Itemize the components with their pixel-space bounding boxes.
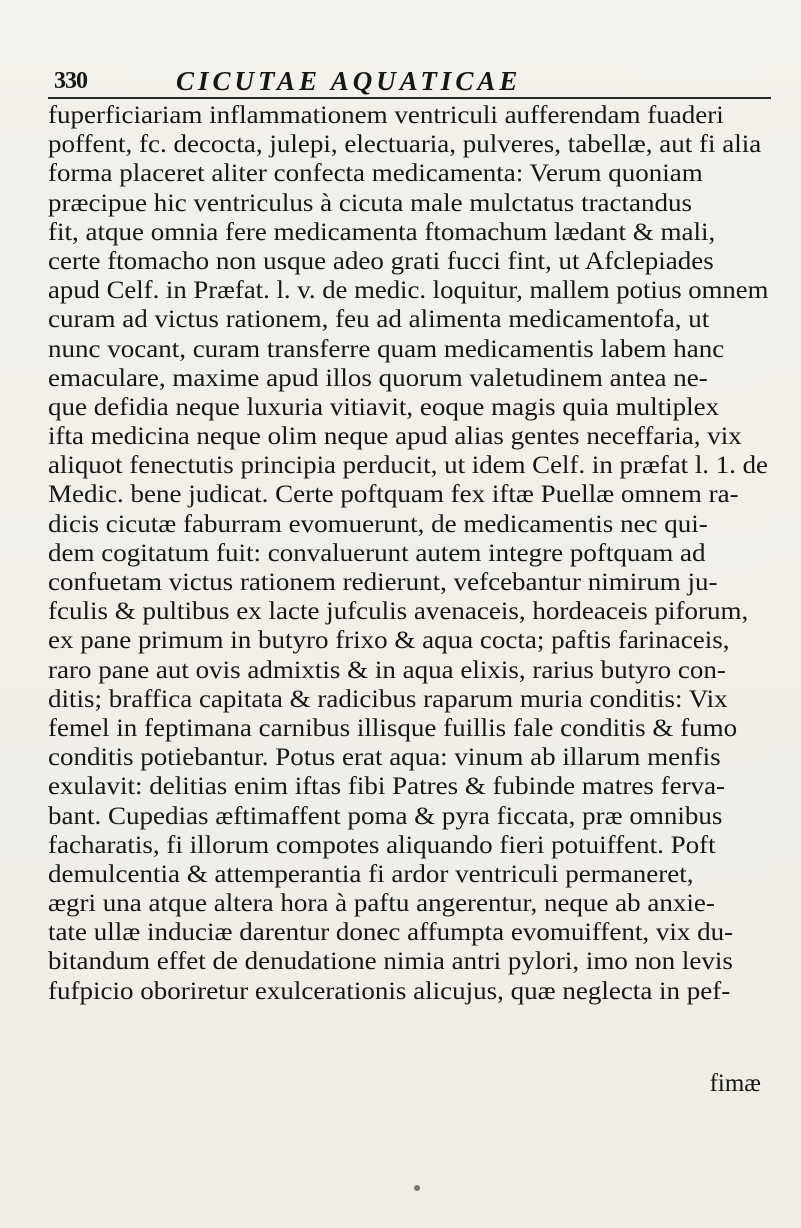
text-line: Medic. bene judicat. Certe poftquam fex iftæ Puellæ omnem ra- bbox=[48, 481, 739, 509]
page-header bbox=[48, 66, 755, 100]
text-line: poffent, fc. decocta, julepi, electuaria, pulveres, tabellæ, aut fi alia bbox=[48, 131, 762, 159]
text-line: curam ad victus rationem, feu ad alimenta medicamentofa, ut bbox=[48, 306, 710, 334]
text-line: aliquot fenectutis principia perducit, ut idem Celf. in præfat l. 1. de bbox=[48, 452, 768, 480]
text-line: conditis potiebantur. Potus erat aqua: vinum ab illarum menfis bbox=[48, 744, 721, 772]
page-number: 330 bbox=[54, 68, 87, 94]
text-line: dicis cicutæ faburram evomuerunt, de medicamentis nec qui- bbox=[48, 510, 708, 538]
text-line: raro pane aut ovis admixtis & in aqua elixis, rarius butyro con- bbox=[48, 656, 726, 684]
text-line: apud Celf. in Præfat. l. v. de medic. loquitur, mallem potius omnem bbox=[48, 277, 769, 305]
text-line: demulcentia & attemperantia fi ardor ventriculi permaneret, bbox=[48, 860, 694, 888]
running-title: CICUTAE AQUATICAE bbox=[176, 66, 522, 96]
text-line: bitandum effet de denudatione nimia antri pylori, imo non levis bbox=[48, 948, 733, 976]
text-line: que defidia neque luxuria vitiavit, eoque magis quia multiplex bbox=[48, 393, 720, 421]
text-line: facharatis, fi illorum compotes aliquando fieri potuiffent. Poft bbox=[48, 831, 716, 859]
text-line: confuetam victus rationem redierunt, vefcebantur nimirum ju- bbox=[48, 569, 718, 596]
text-line: bant. Cupedias æftimaffent poma & pyra ficcata, præ omnibus bbox=[48, 802, 723, 830]
text-line: nunc vocant, curam transferre quam medicamentis labem hanc bbox=[48, 335, 725, 363]
text-line: fit, atque omnia fere medicamenta ftomachum lædant & mali, bbox=[48, 218, 716, 246]
text-line: certe ftomacho non usque adeo grati fucci fint, ut Afclepiades bbox=[48, 247, 714, 275]
text-line: exulavit: delitias enim iftas fibi Patres & fubinde matres ferva- bbox=[48, 773, 726, 801]
text-line: fuperficiariam inflammationem ventriculi aufferendam fuaderi bbox=[48, 102, 724, 129]
text-line: femel in feptimana carnibus illisque fuillis fale conditis & fumo bbox=[48, 714, 738, 742]
body-text bbox=[48, 101, 768, 1006]
header-rule bbox=[48, 97, 771, 99]
text-line: fculis & pultibus ex lacte jufculis avenaceis, hordeaceis piforum, bbox=[48, 598, 749, 626]
text-line: emaculare, maxime apud illos quorum valetudinem antea ne- bbox=[48, 364, 708, 392]
text-line: ex pane primum in butyro frixo & aqua cocta; paftis farinaceis, bbox=[48, 627, 730, 655]
text-line: ægri una atque altera hora à paftu angerentur, neque ab anxie- bbox=[48, 890, 715, 918]
text-line: fufpicio oboriretur exulcerationis alicujus, quæ neglecta in pef- bbox=[48, 977, 731, 1005]
text-line: dem cogitatum fuit: convaluerunt autem integre poftquam ad bbox=[48, 539, 706, 567]
text-line: tate ullæ induciæ darentur donec affumpta evomuiffent, vix du- bbox=[48, 919, 734, 947]
catchword: fimæ bbox=[709, 1070, 761, 1097]
text-line: præcipue hic ventriculus à cicuta male mulctatus tractandus bbox=[48, 189, 693, 217]
text-line: ifta medicina neque olim neque apud alias gentes neceffaria, vix bbox=[48, 423, 742, 451]
text-line: ditis; braffica capitata & radicibus raparum muria conditis: Vix bbox=[48, 685, 728, 713]
text-line: forma placeret aliter confecta medicamenta: Verum quoniam bbox=[48, 160, 703, 188]
ornament-dot bbox=[414, 1185, 420, 1191]
